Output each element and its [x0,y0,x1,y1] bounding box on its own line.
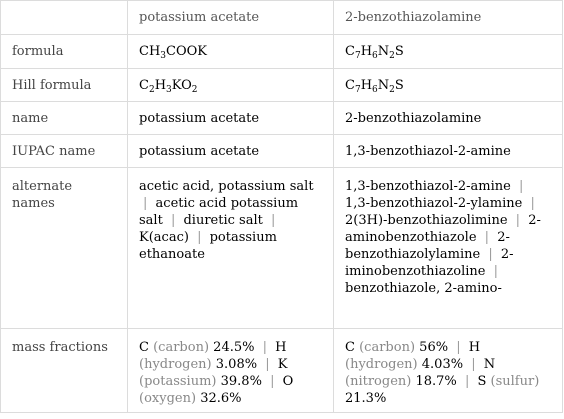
element-symbol: N [483,357,496,372]
element-name-text: nitrogen [350,374,407,389]
element-name: (carbon) [359,340,416,355]
formula-subscript: 6 [372,84,378,95]
separator: | [170,213,176,228]
table-row-hill-formula [1,69,563,102]
row-label: IUPAC name [1,135,128,168]
element-symbol: H [275,340,287,355]
element-name: (nitrogen) [345,374,412,389]
element-name: (potassium) [139,374,217,389]
formula-symbol: CH [139,44,161,59]
alternate-name: 2-benzothiazolylamine [345,230,510,262]
element-name-text: carbon [158,340,204,355]
element-symbol: C [139,340,149,355]
separator: | [484,230,490,245]
formula-subscript: 7 [354,51,361,61]
alternate-names-cell [334,168,563,329]
alternate-name: 2-aminobenzothiazole [345,213,541,245]
row-label: name [1,102,128,135]
alternate-name: acetic acid potassium salt [139,196,299,228]
alternate-names-cell [128,168,334,329]
mass-fraction-value: 21.3% [345,391,387,406]
formula-subscript: 3 [166,84,172,95]
name-cell: potassium acetate [128,102,334,135]
mass-fractions-cell [128,329,334,413]
alternate-name: potassium ethanoate [139,230,277,262]
element-name-text: hydrogen [144,357,207,372]
formula-subscript: 2 [148,84,155,95]
formula-subscript: 3 [160,51,167,61]
row-label: alternate names [1,168,128,329]
separator: | [530,196,535,211]
iupac-cell: 1,3-benzothiazol-2-amine [334,135,563,168]
formula-symbol: H [360,77,373,93]
element-name-text: carbon [364,340,410,355]
alternate-name: 1,3-benzothiazol-2-amine [345,179,511,194]
formula-subscript: 2 [389,51,395,61]
element-name: (oxygen) [139,391,197,406]
formula-symbol: H [360,44,373,59]
element-name-text: potassium [144,374,212,389]
formula-symbol: N [377,77,390,93]
alternate-name: K(acac) [139,230,189,245]
separator: | [143,196,148,211]
mass-fraction-value: 56% [419,340,449,355]
formula-symbol: COOK [166,44,208,59]
name-cell: 2-benzothiazolamine [334,102,563,135]
element-name-text: hydrogen [350,357,413,372]
alternate-name: 1,3-benzothiazol-2-ylamine [345,196,523,211]
separator: | [493,264,498,279]
header-compound-2: 2-benzothiazolamine [334,1,563,35]
formula-subscript: 2 [191,84,198,95]
element-name-text: sulfur [495,374,535,389]
table-row-alternate-names [1,168,563,329]
row-label: mass fractions [1,329,128,413]
mass-fraction-value: 24.5% [213,340,255,355]
mass-fraction-value: 18.7% [415,374,457,389]
formula-symbol: C [345,44,355,59]
header-compound-1: potassium acetate [128,1,334,35]
formula-cell [128,69,334,102]
formula-cell [334,69,563,102]
table-row-mass-fractions [1,329,563,413]
alternate-name: 2-iminobenzothiazoline [345,247,514,279]
alternate-name: benzothiazole, 2-amino- [345,281,502,296]
formula-subscript: 2 [389,84,395,95]
row-label: formula [1,35,128,69]
table-row-name [1,102,563,135]
formula-symbol: S [394,44,404,59]
separator: | [197,230,202,245]
mass-fractions-cell [334,329,563,413]
separator: | [270,213,276,228]
separator: | [471,357,476,372]
element-name: (hydrogen) [139,357,212,372]
element-name: (carbon) [153,340,210,355]
formula-symbol: N [377,44,390,59]
formula-cell [128,35,334,69]
alternate-name: diuretic salt [183,213,263,228]
separator: | [265,357,270,372]
iupac-cell: potassium acetate [128,135,334,168]
formula-symbol: H [154,77,167,93]
formula-cell [334,35,563,69]
mass-fraction-value: 3.08% [215,357,258,372]
formula-symbol: C [345,77,355,93]
mass-fraction-value: 4.03% [421,357,464,372]
element-symbol: K [277,357,288,372]
formula-subscript: 6 [372,51,378,61]
mass-fraction-value: 32.6% [200,391,242,406]
separator: | [488,247,493,262]
formula-symbol: S [394,77,404,93]
formula-symbol: C [139,77,149,93]
table-row-formula [1,35,563,69]
element-name: (hydrogen) [345,357,418,372]
element-symbol: C [345,340,355,355]
row-label: Hill formula [1,69,128,102]
mass-fraction-value: 39.8% [220,374,262,389]
element-symbol: O [282,374,294,389]
separator: | [518,179,524,194]
header-row [1,1,563,35]
header-blank-cell [1,1,128,35]
alternate-name: 2(3H)-benzothiazolimine [345,213,508,228]
separator: | [464,374,470,389]
element-symbol: H [468,340,481,355]
separator: | [456,340,461,355]
element-name: (sulfur) [490,374,540,389]
separator: | [262,340,268,355]
element-symbol: S [477,374,487,389]
formula-symbol: KO [171,77,192,93]
separator: | [270,374,275,389]
separator: | [515,213,521,228]
element-name-text: oxygen [144,391,191,406]
table-row-iupac-name [1,135,563,168]
formula-subscript: 7 [354,84,361,95]
alternate-name: acetic acid, potassium salt [139,179,314,194]
